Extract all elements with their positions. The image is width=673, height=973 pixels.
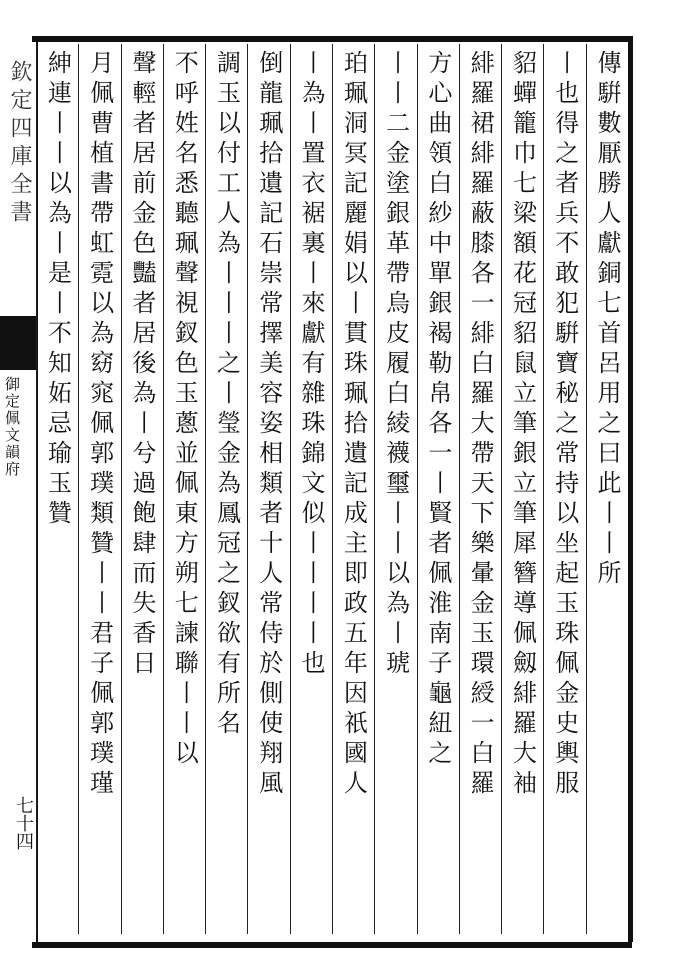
text-column: 傳騈數厭勝人獻銅七首呂用之曰此丨丨所 — [586, 44, 628, 934]
book-title: 御定佩文韻府 — [3, 376, 21, 478]
text-column: 緋羅裙緋羅蔽膝各一緋白羅大帶天下樂暈金玉環綬一白羅 — [459, 44, 501, 934]
text-column: 方心曲領白紗中單銀褐勒帛各一丨賢者佩淮南子龜紐之 — [417, 44, 459, 934]
text-column: 丨為丨置衣裾裏丨來獻有雜珠錦文似丨丨丨丨也 — [290, 44, 332, 934]
text-column: 丨也得之者兵不敢犯騈寶秘之常持以坐起玉珠佩金史輿服 — [543, 44, 585, 934]
text-columns — [36, 44, 628, 934]
text-column: 丨丨二金塗銀革帶烏皮履白綾襪璽丨丨以為丨琥 — [374, 44, 416, 934]
fishtail-block — [0, 316, 36, 370]
text-column: 不呼姓名悉聽珮聲視釵色玉蔥並佩東方朔七諫聯丨丨以 — [163, 44, 205, 934]
text-column: 紳連丨丨以為丨是丨不知妬忌瑜玉贊 — [36, 44, 78, 934]
text-column: 珀珮洞冥記麗娟以丨貫珠珮拾遺記成主即政五年因祇國人 — [332, 44, 374, 934]
text-column: 貂蟬籠巾七梁額花冠貂鼠立筆銀立筆犀簪導佩劔緋羅大袖 — [501, 44, 543, 934]
page-number: 七十四 — [13, 796, 34, 850]
right-border — [628, 36, 633, 942]
text-column: 聲輕者居前金色豔者居後為丨兮過飽肆而失香日 — [121, 44, 163, 934]
text-column: 月佩曹植書帶虹霓以為窈窕佩郭璞類贊丨丨君子佩郭璞瑾 — [78, 44, 120, 934]
text-column: 倒龍珮拾遺記石崇常擇美容姿相類者十人常侍於側使翔風 — [247, 44, 289, 934]
left-margin-text: 欽定四庫全書 — [7, 60, 32, 228]
text-column: 調玉以付工人為丨丨丨之丨瑩金為鳳冠之釵欲有所名 — [205, 44, 247, 934]
